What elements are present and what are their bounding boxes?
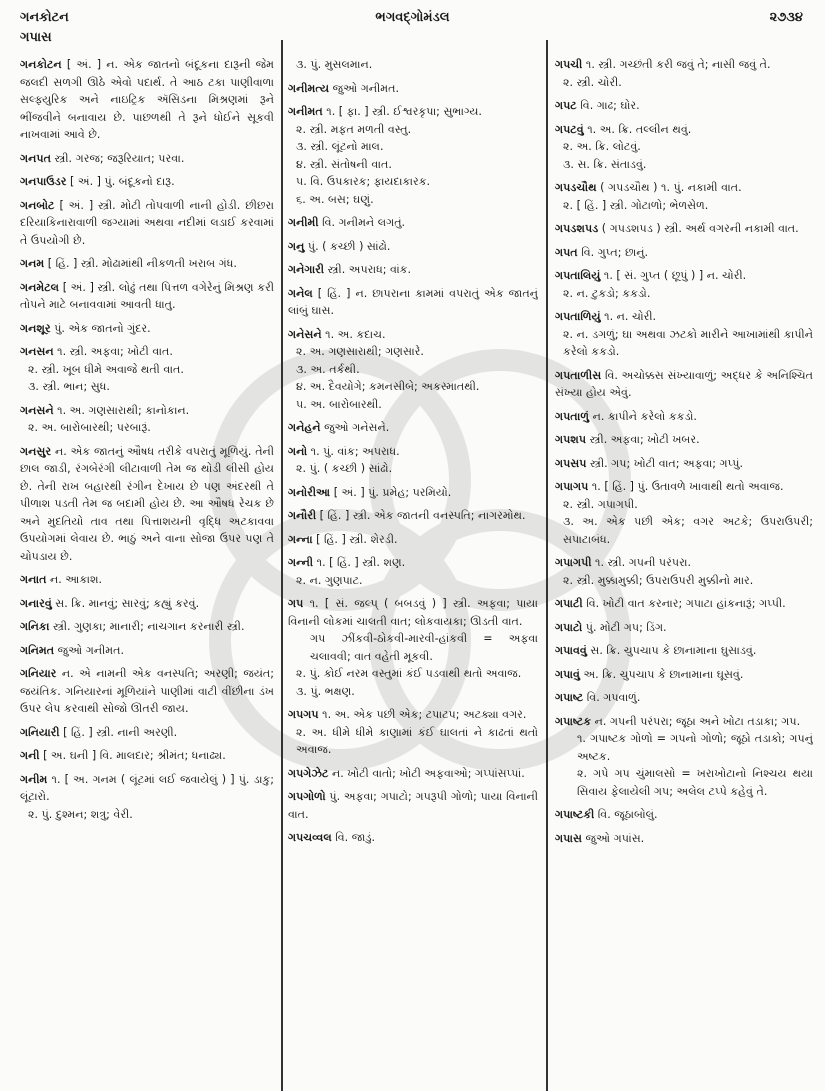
dictionary-entry: [20, 724, 274, 742]
dictionary-entry: [288, 80, 538, 98]
definition: ( ગપડચૌથ ) ૧. પું. નકામી વાત.: [600, 181, 742, 194]
sub-sense: ૩. પું. મુસલમાન.: [296, 58, 373, 71]
dictionary-entry: [20, 197, 274, 250]
headword: ગપચવ્વલ: [288, 831, 332, 844]
sub-sense: ૨. અ. ગણસારાથી; ગણસારે.: [296, 345, 424, 358]
headword: ગનબોટ: [20, 198, 55, 212]
headword: ગનિયાર: [20, 667, 57, 680]
headword: ગનીમત: [288, 105, 323, 118]
dictionary-entry: [288, 419, 538, 437]
definition: [ અં. ] ન. એક જાતનો બંદૂકના દારૂની જેમ જલદી સળગી ઊઠે એવો પદાર્થ. તે આઠ ટકા પાણીવાળા સલ્ફ્યુરિક અને નાઇટ્રિક ઍસિડના મિશ્રણમાં રૂને ભીંજવીને બનાવાય છે. પાછળથી તે રૂને ધોઈને સૂકવી નાખવામાં આવે છે.: [20, 58, 274, 141]
dictionary-entry: [555, 408, 813, 426]
sub-sense: ૩. સ્ત્રી. લૂંટનો માલ.: [296, 140, 384, 153]
headword: ગનેલ: [288, 286, 313, 300]
definition: ૧. ન. ચોરી.: [604, 310, 657, 323]
headword: ગપાટો: [555, 620, 583, 634]
dictionary-entry: [555, 713, 813, 801]
sub-sense: ૨. સ્ત્રી. ખૂબ ધીમે અવાજે થતી વાત.: [28, 362, 184, 376]
headword: ગનપત: [20, 151, 51, 165]
headword: ગન્ના: [288, 532, 313, 546]
dictionary-entry: [555, 830, 813, 848]
definition: ૧. અ. ક્રિ. તલ્લીન થવું.: [587, 122, 692, 136]
sub-sense: ૩. પું. ભક્ષણ.: [296, 684, 355, 698]
definition: [ હિં. ] સ્ત્રી. શેરડી.: [316, 532, 398, 546]
column-2: [288, 56, 538, 1083]
headword: ગપાષ્ટકી: [555, 808, 595, 821]
definition: ન. કાપીને કરેલો કકડો.: [592, 409, 697, 423]
dictionary-entry: [20, 402, 274, 437]
dictionary-entry: [555, 267, 813, 302]
headword: ગપાસ: [555, 831, 583, 845]
headword: ગનસુર: [20, 444, 52, 458]
definition: ૧. સ્ત્રી. ગચ્છંતી કરી જવું તે; નાસી જવું તે.: [585, 58, 771, 71]
headword: ગપતાળિયું: [555, 310, 601, 323]
dictionary-entry: [555, 619, 813, 637]
sub-sense: ૨. સ્ત્રી. મુક્કામુક્કી; ઉપરાઉપરી મુક્કીનો માર.: [563, 573, 754, 587]
definition: ન. એ નામની એક વનસ્પતિ; અરણી; જયંત; જયંતિક. ગનિયારનાં મૂળિયાંને પાણીમાં વાટી વીંછીના ડંખ ઉપર લેપ કરવાથી સોજો ઊતરી જાય.: [20, 667, 274, 715]
headword: ગપાગપી: [555, 556, 592, 569]
sub-sense: ૨. પું. ( કચ્છી ) સાંઢો.: [296, 462, 393, 475]
dictionary-entry: [20, 747, 274, 765]
definition: સ્ત્રી. ગુણકા; માનારી; નાચગાન કરનારી સ્ત્રી.: [52, 620, 245, 633]
definition: [ હિં. ] ન. છાપરાના કામમાં વપરાતું એક જાતનું લાંબું ઘાસ.: [288, 286, 538, 317]
definition: સ. ક્રિ. માનવું; સારવું; કહ્યું કરવું.: [55, 596, 200, 610]
dictionary-entry: [555, 97, 813, 115]
definition: ન. આકાશ.: [49, 573, 103, 586]
sub-sense: ૨. પું. કોઈ નરમ વસ્તુમાં કંઈ પડવાથી થતો અવાજ.: [296, 667, 522, 680]
headword: ગપડચૌથ: [555, 181, 597, 194]
definition: ૧. [ ફા. ] સ્ત્રી. ઈશ્વરકૃપા; સુભાગ્ય.: [326, 105, 482, 118]
dictionary-entry: [20, 665, 274, 718]
headword: ગનૌરી: [288, 509, 317, 522]
dictionary-entry: [555, 244, 813, 262]
dictionary-entry: [288, 554, 538, 589]
definition: પું. અફવા; ગપાટો; ગપરૂપી ગોળો; પાયા વિનાની વાત.: [288, 790, 538, 821]
definition: [ અં. ] સ્ત્રી. મોટી તોપવાળી નાની હોડી. છીછરા દરિયાકિનારાવાળી જગ્યામાં અથવા નદીમાં લડાઈ કરવામાં તે ઉપયોગી છે.: [20, 198, 274, 247]
definition: જુઓ ગપાંસ.: [585, 831, 645, 845]
sub-sense: ૨. ન. ગુણપાટ.: [296, 573, 363, 587]
headword: ગપાષ્ટ: [555, 691, 584, 704]
sub-sense: ૪. સ્ત્રી. સંતોષની વાત.: [296, 157, 392, 171]
definition: [ અં. ] પું. બંદૂકનો દારૂ.: [70, 175, 175, 188]
headword: ગન્ની: [288, 556, 314, 569]
sub-sense: ૨. [ હિં. ] સ્ત્રી. ગોટાળો; ભેળસેળ.: [563, 198, 709, 212]
sub-sense: ૪. અ. દૈવયોગે; કમનસીબે; અકસ્માતથી.: [296, 380, 480, 393]
dictionary-entry: [288, 56, 538, 74]
dictionary-entry: [555, 666, 813, 684]
dictionary-entry: [555, 220, 813, 238]
dictionary-entry: [555, 478, 813, 548]
definition: જુઓ ગનીમત.: [332, 81, 400, 95]
sub-sense: ૨. સ્ત્રી. ચોરી.: [563, 75, 622, 89]
headword: ગનેગારી: [288, 263, 325, 276]
headword: ગનકોટન: [20, 58, 62, 71]
headword: ગનીમ: [20, 772, 48, 786]
sub-sense: ૬. અ. બસ; ઘણું.: [296, 192, 374, 206]
dictionary-entry: [555, 806, 813, 824]
sub-sense: ૨. અ. ક્રિ. લોટવું.: [563, 140, 641, 153]
headword: ગનિયારી: [20, 725, 60, 739]
dictionary-entry: [555, 431, 813, 449]
headword: ગનસને: [20, 403, 54, 417]
dictionary-entry: [555, 121, 813, 174]
definition: વિ. અચોક્કસ સંખ્યાવાળું; અદ્ધર કે અનિશ્ચિત સંખ્યા હોય એવું.: [555, 368, 813, 399]
dictionary-entry: [555, 554, 813, 589]
idiom-example: ૧. ગપાષ્ટક ગોળો = ગપનો ગોળો; જૂઠો તડાકો; ગપનું અષ્ટક.: [577, 732, 813, 763]
dictionary-entry: [288, 443, 538, 478]
headword: ગનિકા: [20, 620, 50, 633]
sub-sense: ૫. વિ. ઉપકારક; ફાયદાકારક.: [296, 175, 431, 188]
definition: ૧. અ. ગણસારાથી; કાનોકાન.: [57, 403, 190, 417]
dictionary-entry: [20, 150, 274, 168]
headword: ગપડશપડ: [555, 222, 599, 235]
sub-sense: ૩. સ. ક્રિ. સંતાડવું.: [563, 157, 647, 171]
dictionary-entry: [288, 507, 538, 525]
headword: ગપાષ્ટક: [555, 714, 592, 728]
dictionary-entry: [288, 531, 538, 549]
headword: ગનપાઉડર: [20, 175, 67, 188]
definition: ૧. સ્ત્રી. ગપની પરંપરા.: [595, 556, 692, 569]
guide-word-last: ગપાસ: [20, 30, 52, 45]
sub-sense: ૫. અ. બારોબારથી.: [296, 397, 382, 411]
dictionary-entry: [20, 443, 274, 566]
headword: ગનેસને: [288, 327, 322, 341]
sub-sense: ૩. સ્ત્રી. ભાન; સુધ.: [28, 380, 110, 393]
idiom-example: ગપ ઝીંકવી-ઠોકવી-મારવી-હાંકવી = અફવા ચલાવવી; વાત વહેતી મૂકવી.: [310, 632, 538, 663]
definition: વિ. ગાઢ; ઘોર.: [580, 99, 640, 112]
headword: ગપાગપ: [555, 480, 589, 493]
dictionary-entry: [20, 571, 274, 589]
dictionary-entry: [288, 484, 538, 502]
definition: [ અં. ] સ્ત્રી. લોઢું તથા પિત્તળ વગેરેનું મિશ્રણ કરી તોપને માટે બનાવવામાં આવતી ધાતુ.: [20, 280, 274, 311]
sub-sense: ૩. અ. એક પછી એક; વગર અટકે; ઉપરાઉપરી; સપાટાબંધ.: [563, 515, 813, 546]
page-number: ૨૭૩૪: [769, 10, 803, 25]
dictionary-entry: [20, 279, 274, 314]
definition: પું. મોટી ગપ; ડિંગ.: [585, 620, 667, 634]
dictionary-entry: [20, 618, 274, 636]
headword: ગનારવું: [20, 596, 52, 610]
headword: ગપાવું: [555, 667, 580, 681]
sub-sense: ૨. ન. ડગળું; ઘા અથવા ઝટકો મારીને આખામાંથી કાપીને કરેલો કકડો.: [563, 327, 813, 358]
headword: ગનસન: [20, 345, 54, 358]
headword: ગનિમત: [20, 643, 55, 657]
definition: ૧. [ હિં. ] સ્ત્રી. શણ.: [316, 556, 406, 569]
definition: વિ. ખોટી વાત કરનાર; ગપાટા હાંકનારૂં; ગપ્પી.: [586, 597, 786, 610]
dictionary-entry: [288, 238, 538, 256]
definition: [ હિં. ] સ્ત્રી. મોઢામાંથી નીકળતી ખરાબ ગંધ.: [47, 257, 237, 270]
definition: વિ. ગુપ્ત; છાનું.: [581, 245, 649, 259]
headword: ગપતાળું: [555, 409, 590, 423]
column-divider: [546, 40, 548, 1091]
column-3: [555, 56, 813, 1083]
definition: જુઓ ગનેસને.: [324, 421, 390, 434]
headword: ગનશૂર: [20, 321, 51, 335]
headword: ગપચી: [555, 58, 583, 71]
definition: [ અં. ] પું. પ્રમેહ; પરમિયો.: [333, 485, 452, 499]
column-1: [20, 56, 274, 1083]
headword: ગનીમી: [288, 216, 319, 229]
definition: જુઓ ગનીમત.: [57, 643, 124, 657]
headword: ગનુ: [288, 239, 305, 253]
headword: ગપટવું: [555, 122, 584, 136]
definition: અ. ક્રિ. ચુપચાપ કે છાનામાના ઘૂસવું.: [583, 667, 744, 681]
dictionary-entry: [20, 255, 274, 273]
headword: ગનાત: [20, 573, 47, 586]
dictionary-entry: [20, 173, 274, 191]
headword: ગનેહને: [288, 421, 321, 434]
headword: ગનમેટલ: [20, 280, 60, 294]
sub-sense: ૨. ન. ટુકડો; કકડો.: [563, 286, 651, 300]
definition: ૧. સ્ત્રી. અફવા; ખોટી વાત.: [57, 345, 173, 358]
definition: ન. એક જાતનું ઔષધ તરીકે વપરાતું મૂળિયું. તેની છાલ જાડી, રંગબેરંગી લીટાવાળી તેમ જ થોડી લીસી હોય છે. તેની રાખ બહારથી રંગીન દેખાય છે પણ અંદરથી તે પીળાશ પડતી તેમ જ બદામી હોય છે. આ ઔષધ રેચક છે અને મુદતિયો તાવ તથા પિત્તાશયની વૃદ્ધિ અટકાવવા ઉપયોગમાં લેવાય છે. ભાઠું અને વાના સોજા ઉપર પણ તે ચોપડાય છે.: [20, 444, 274, 563]
headword: ગપટ: [555, 99, 577, 112]
definition: સ્ત્રી. અપરાધ; વાંક.: [327, 263, 412, 276]
dictionary-entry: [288, 829, 538, 847]
sub-sense: ૨. સ્ત્રી. ગપાગપી.: [563, 497, 638, 511]
definition: પું. ( કચ્છી ) સાંઢો.: [307, 239, 391, 253]
definition: ( ગપડશપડ ) સ્ત્રી. અર્થ વગરની નકામી વાત.: [601, 222, 799, 235]
sub-sense: ૨. અ. ધીમે ધીમે કાણામાં કંઈ ઘાલતાં ને કાઢતાં થતો અવાજ.: [296, 725, 538, 756]
definition: ૧. [ સં. ગુપ્ત ( છૂપું ) ] ન. ચોરી.: [603, 269, 747, 282]
dictionary-entry: [288, 285, 538, 320]
dictionary-entry: [288, 765, 538, 783]
definition: વિ. ગપવાળું.: [586, 691, 641, 704]
headword: ગની: [20, 749, 40, 762]
dictionary-entry: [555, 595, 813, 613]
headword: ગપગોળો: [288, 790, 326, 803]
headword: ગપ: [288, 597, 304, 610]
definition: [ અ. ઘની ] વિ. માલદાર; શ્રીમંત; ધનાઢ્ય.: [43, 749, 226, 762]
headword: ગનોરીઆ: [288, 485, 331, 499]
page-title: ભગવદ્ગોમંડલ: [375, 10, 450, 25]
dictionary-entry: [20, 56, 274, 144]
headword: ગપત: [555, 245, 578, 259]
sub-sense: ૩. અ. તર્કથી.: [296, 362, 360, 376]
headword: ગપતાલિયું: [555, 269, 601, 282]
headword: ગપસપ: [555, 456, 587, 470]
definition: પું. એક જાતનો ગુંદર.: [54, 321, 151, 335]
headword: ગપાવવું: [555, 644, 587, 657]
headword: ગપગપ: [288, 708, 319, 721]
headword: ગપગેઝેટ: [288, 766, 329, 780]
definition: વિ. જૂઠાબોલું.: [597, 808, 658, 821]
definition: ૧. [ હિં. ] પું. ઉતાવળે ખાવાથી થતો અવાજ.: [591, 480, 784, 493]
dictionary-entry: [555, 642, 813, 660]
sub-sense: ૨. સ્ત્રી. મફત મળતી વસ્તુ.: [296, 122, 412, 136]
definition: વિ. જાડું.: [335, 831, 376, 844]
definition: સ્ત્રી. ગપ; ખોટી વાત; અફવા; ગપ્પું.: [590, 456, 743, 470]
headword: ગપતાળીસ: [555, 368, 602, 382]
dictionary-entry: [20, 595, 274, 613]
definition: ન. ગપની પરંપરા; જૂઠા અને ખોટા તડાકા; ગપ.: [594, 714, 801, 728]
headword: ગનો: [288, 444, 308, 458]
dictionary-entry: [288, 326, 538, 414]
dictionary-entry: [555, 179, 813, 214]
dictionary-entry: [288, 706, 538, 759]
headword: ગનમ: [20, 257, 45, 270]
dictionary-entry: [555, 308, 813, 361]
dictionary-entry: [288, 595, 538, 700]
definition: [ હિં. ] સ્ત્રી. એક જાતની વનસ્પતિ; નાગરમોથ.: [319, 509, 526, 522]
dictionary-entry: [20, 320, 274, 338]
definition: ૧. અ. એક પછી એક; ટપાટપ; અટક્યા વગર.: [322, 708, 527, 721]
dictionary-entry: [20, 642, 274, 660]
headword: ગપાટી: [555, 597, 583, 610]
column-divider: [281, 40, 283, 1091]
dictionary-entry: [555, 56, 813, 91]
sub-sense: ૨. પું. દુશ્મન; શત્રુ; વેરી.: [28, 807, 133, 821]
dictionary-entry: [555, 455, 813, 473]
definition: વિ. ગનીમને લગતું.: [322, 216, 406, 229]
headword: ગનીમત્ય: [288, 81, 330, 95]
definition: ૧. [ સં. જલ્પ્ ( બબડવું ) ] સ્ત્રી. અફવા; પાયા વિનાની લોકમાં ચાલતી વાત; લોકવાયકા; ઊડતી વાત.: [288, 597, 538, 628]
definition: ૧. [ અ. ગનમ ( લૂંટમાં લઈ જવાયેલું ) ] પું. ડાકુ; લૂંટારો.: [20, 772, 274, 803]
dictionary-entry: [288, 214, 538, 232]
dictionary-entry: [20, 771, 274, 824]
dictionary-entry: [288, 261, 538, 279]
guide-word-first: ગનકોટન: [20, 10, 69, 25]
definition: ન. ખોટી વાતો; ખોટી અફવાઓ; ગપ્પાંસપ્પાં.: [331, 766, 525, 780]
dictionary-entry: [288, 788, 538, 823]
headword: ગપશપ: [555, 433, 587, 446]
dictionary-entry: [555, 367, 813, 402]
sub-sense: ૨. અ. બારોબારથી; પરબારૂં.: [28, 421, 151, 434]
dictionary-entry: [20, 343, 274, 396]
definition: સ્ત્રી. અફવા; ખોટી ખબર.: [589, 433, 700, 446]
definition: ૧. પું. વાંક; અપરાધ.: [310, 444, 400, 458]
definition: સ્ત્રી. ગરજ; જરૂરિયાત; પરવા.: [54, 151, 185, 165]
dictionary-entry: [288, 103, 538, 208]
idiom-example: ૨. ગપે ગપ ચુંમાલસો = ખરાખોટાનો નિશ્ચય થયા સિવાય ફેલાયેલી ગપ; અલેલ ટપ્પે કહેવું તે.: [577, 767, 813, 798]
definition: ૧. અ. કદાચ.: [325, 327, 386, 341]
definition: સ. ક્રિ. ચુપચાપ કે છાનામાના ઘુસાડવું.: [590, 644, 757, 657]
page-header: [0, 0, 825, 45]
dictionary-entry: [555, 689, 813, 707]
definition: [ હિં. ] સ્ત્રી. નાની અરણી.: [63, 725, 178, 739]
